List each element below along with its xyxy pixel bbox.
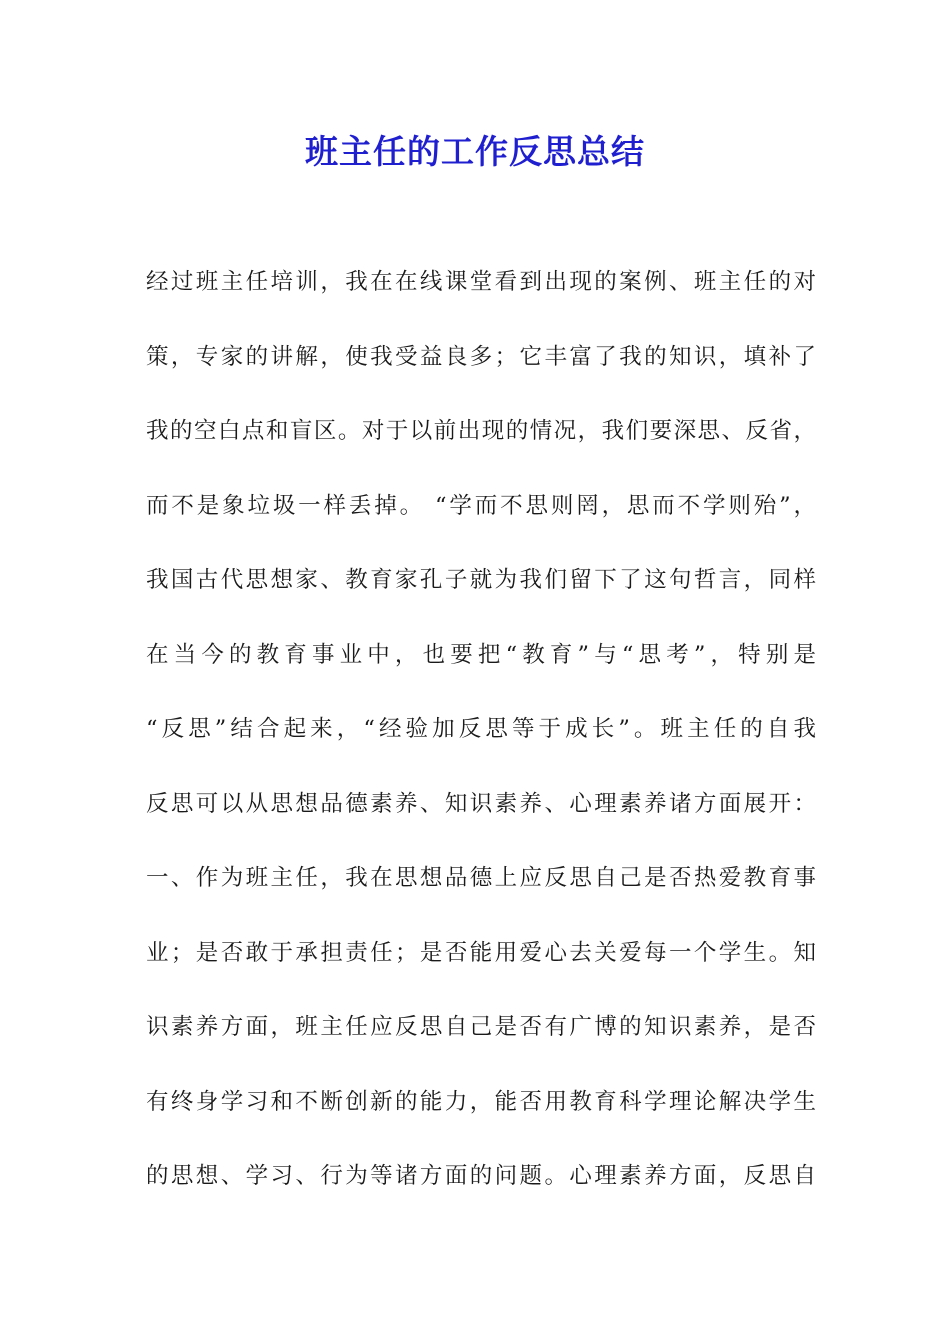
body-line: 一、作为班主任，我在思想品德上应反思自己是否热爱教育事 (146, 865, 816, 891)
body-line: 策，专家的讲解，使我受益良多；它丰富了我的知识，填补了 (146, 343, 816, 370)
body-line: 的思想、学习、行为等诸方面的问题。心理素养方面，反思自 (146, 1163, 816, 1189)
body-line: 在当今的教育事业中，也要把“教育”与“思考”，特别是 (146, 641, 816, 668)
body-line: 有终身学习和不断创新的能力，能否用教育科学理论解决学生 (146, 1088, 816, 1115)
body-line: 业；是否敢于承担责任；是否能用爱心去关爱每一个学生。知 (146, 939, 816, 966)
body-line: 我国古代思想家、教育家孔子就为我们留下了这句哲言，同样 (146, 567, 816, 593)
body-line: 经过班主任培训，我在在线课堂看到出现的案例、班主任的对 (146, 269, 816, 295)
body-line: 识素养方面，班主任应反思自己是否有广博的知识素养，是否 (146, 1014, 816, 1040)
body-line: 反思可以从思想品德素养、知识素养、心理素养诸方面展开： (146, 790, 816, 817)
document-body (146, 262, 816, 1231)
document-title: 班主任的工作反思总结 (305, 132, 645, 171)
body-line: 我的空白点和盲区。对于以前出现的情况，我们要深思、反省， (146, 418, 816, 444)
body-line: “反思”结合起来，“经验加反思等于成长”。班主任的自我 (146, 716, 816, 742)
body-line: 而不是象垃圾一样丢掉。 “学而不思则罔，思而不学则殆”， (146, 492, 816, 519)
